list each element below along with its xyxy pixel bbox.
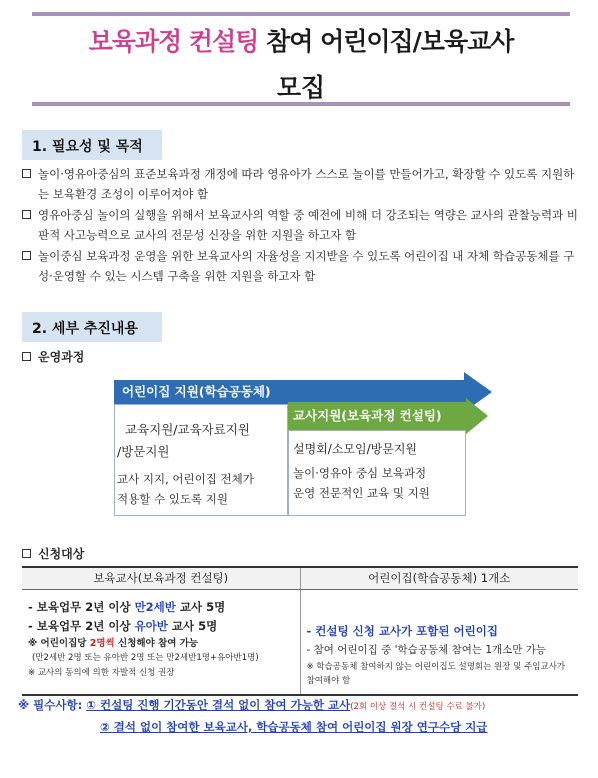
checkbox-square-icon (22, 352, 31, 361)
title-highlight: 보육과정 컨설팅 (88, 27, 259, 56)
table-cell-teacher (22, 589, 300, 695)
center-req-1: - 컨설팅 신청 교사가 포함된 어린이집 (306, 623, 498, 638)
section-heading-purpose: 1. 필요성 및 목적 (22, 130, 162, 160)
table-cell-center (300, 589, 578, 695)
checkbox-square-icon (22, 251, 31, 260)
table-header-teacher: 보육교사(보육과정 컨설팅) (22, 567, 300, 589)
bullet-text: 영유아중심 놀이의 실행을 위해서 보육교사의 역할 중 예전에 비해 더 강조되는 역량은 교사의 관찰능력과 비판적 사고능력으로 교사의 전문성 신장을 위한 지원을 하고자 함 (38, 208, 578, 242)
title-box (32, 12, 570, 106)
bullet-text: 놀이·영유아중심의 표준보육과정 개정에 따라 영유아가 스스로 놀이를 만들어가고, 확장할 수 있도록 지원하는 보육환경 조성이 이루어져야 함 (38, 167, 575, 201)
panel-line: 놀이·영유아 중심 보육과정 (293, 466, 427, 480)
subheading-process (22, 348, 84, 365)
note-text: 신청해야 참여 가능 (114, 637, 199, 649)
req-text: - 보육업무 2년 이상 (28, 618, 135, 633)
req-highlight: 만2세반 (134, 599, 176, 614)
arrow-label-teacher-support: 교사지원(보육과정 컨설팅) (293, 408, 442, 423)
req-highlight: 유아반 (134, 618, 168, 633)
table-header-row (22, 567, 578, 589)
checkbox-square-icon (22, 210, 31, 219)
requirement-note: (2회 이상 결석 시 컨설팅 수료 불가) (350, 702, 486, 712)
table-row (22, 589, 578, 695)
panel-line: 설명회/소모임/방문지원 (293, 442, 418, 456)
bullet-text: 놀이중심 보육과정 운영을 위한 보육교사의 자율성을 지지받을 수 있도록 어린이집 내 자체 학습공동체를 구성·운영할 수 있는 시스템 구축을 위한 지원을 하고자 함 (38, 249, 575, 283)
table-header-center: 어린이집(학습공동체) 1개소 (300, 567, 578, 589)
teacher-note-1 (28, 636, 294, 651)
teacher-req-2 (28, 617, 294, 636)
arrow-label-center-support: 어린이집 지원(학습공동체) (122, 384, 271, 399)
eligibility-table (22, 566, 578, 696)
panel-line: 교사 지지, 어린이집 전체가 (117, 472, 254, 486)
teacher-note-3: ※ 교사의 동의에 의한 자발적 신청 권장 (28, 667, 175, 678)
requirement-item: ① 컨설팅 진행 기간동안 결석 없이 참여 가능한 교사 (86, 698, 351, 712)
title-rest: 참여 어린이집/보육교사 (258, 27, 514, 56)
center-note: ※ 학습공동체 참여하지 않는 어린이집도 설명회는 원장 및 주임교사가 참여해야 함 (306, 661, 566, 686)
section-heading-details: 2. 세부 추진내용 (22, 312, 162, 342)
checkbox-square-icon (22, 549, 31, 558)
panel-line: 교육지원/교육자료지원 (125, 422, 250, 437)
requirement-line-2 (18, 717, 588, 737)
teacher-note-2: (만2세반 2명 또는 유아반 2명 또는 만2세반1명+유아반1명) (32, 652, 259, 663)
req-text: - 보육업무 2년 이상 (28, 599, 135, 614)
center-req-2: - 참여 어린이집 중 '학습공동체 참여는 1개소만 가능 (306, 643, 547, 656)
panel-line: 적용할 수 있도록 지원 (117, 492, 228, 506)
panel-center-support (114, 404, 288, 516)
purpose-bullet-list (22, 164, 582, 287)
subheading-text: 운영과정 (38, 350, 85, 364)
panel-line: 운영 전문적인 교육 및 지원 (293, 486, 430, 500)
panel-teacher-support (288, 430, 466, 516)
list-item (22, 205, 582, 245)
page-title-line2: 모집 (276, 73, 326, 102)
req-text: 교사 5명 (175, 599, 226, 614)
note-text: ※ 어린이집당 (28, 637, 90, 649)
panel-line: /방문지원 (117, 444, 170, 459)
checkbox-square-icon (22, 169, 31, 178)
requirement-line-1 (18, 695, 588, 717)
subheading-text: 신청대상 (38, 547, 85, 561)
list-item (22, 164, 582, 204)
note-highlight: 2명씩 (89, 637, 115, 649)
requirements-block (18, 695, 588, 737)
teacher-req-1 (28, 598, 294, 617)
req-text: 교사 5명 (167, 618, 218, 633)
page-title (32, 22, 570, 58)
requirement-item: ② 결석 없이 참여한 보육교사, 학습공동체 참여 어린이집 원장 연구수당 지급 (100, 720, 488, 734)
list-item (22, 246, 582, 286)
subheading-eligibility (22, 545, 84, 562)
requirements-label: ※ 필수사항: (18, 698, 83, 712)
